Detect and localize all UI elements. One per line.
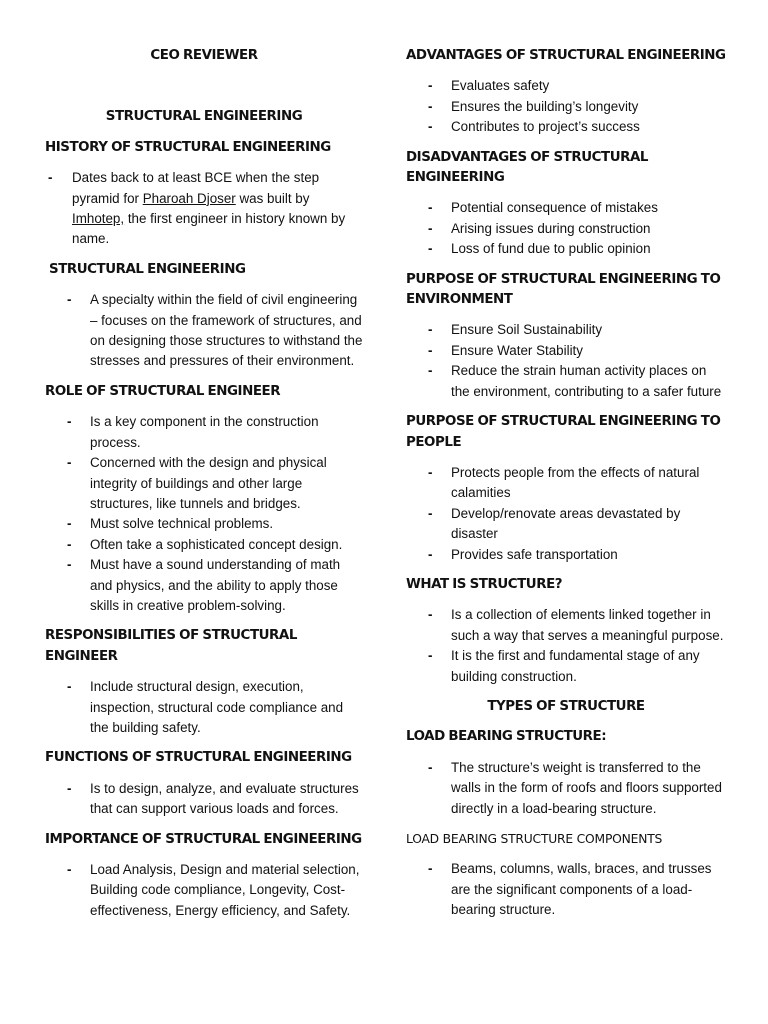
responsibilities-heading: RESPONSIBILITIES OF STRUCTURAL ENGINEER [45,628,297,664]
list-item [406,545,726,565]
bullet-dash: - [428,342,433,358]
role-heading: ROLE OF STRUCTURAL ENGINEER [45,383,281,399]
list-item [406,198,726,218]
bullet-dash: - [428,200,433,216]
bullet-dash: - [67,414,72,430]
list-item-text: It is the first and fundamental stage of any building construction. [451,648,700,684]
bullet-dash: - [67,455,72,471]
bullet-dash: - [428,322,433,338]
list-item [406,463,726,504]
list-item [406,320,726,340]
pharoah-link: Pharoah Djoser [142,190,236,206]
list-item [45,290,363,372]
role-list [45,412,363,616]
people-list [406,463,726,565]
bullet-dash: - [428,220,433,236]
bullet-dash: - [48,170,53,186]
list-item-text: Is a key component in the construction process. [90,414,319,450]
list-item [406,361,726,402]
bullet-dash: - [428,119,433,135]
list-item-text: Develop/renovate areas devastated by disaster [451,505,681,542]
bullet-dash: - [67,536,72,552]
bullet-dash: - [428,546,433,562]
bullet-dash: - [67,516,72,532]
list-item [406,97,726,117]
bullet-dash: - [428,759,433,775]
history-text-b: was built by [235,190,310,206]
list-item-text: Ensure Soil Sustainability [451,322,603,338]
components-heading: LOAD BEARING STRUCTURE COMPONENTS [406,832,663,846]
list-item-text: Beams, columns, walls, braces, and trusses are the significant components of a load-bearing structure. [451,861,712,918]
list-item [45,555,363,616]
people-heading: PURPOSE OF STRUCTURAL ENGINEERING TO PEOPLE [406,414,721,450]
environment-list [406,320,726,402]
bullet-dash: - [67,292,72,308]
list-item [45,779,363,820]
list-item [406,859,726,920]
list-item [406,646,726,687]
list-item-text: Contributes to project’s success [451,119,640,135]
bullet-dash: - [428,241,433,257]
list-item-text: Ensure Water Stability [451,342,583,358]
load-bearing-list [406,758,726,819]
list-item-text: Load Analysis, Design and material selection, Building code compliance, Longevity, Cost-effectiveness, Energy efficiency, and Safety. [90,862,360,918]
history-heading: HISTORY OF STRUCTURAL ENGINEERING [45,139,331,155]
functions-heading: FUNCTIONS OF STRUCTURAL ENGINEERING [45,750,352,766]
list-item [406,504,726,545]
list-item-text: Evaluates safety [451,78,550,94]
bullet-dash: - [428,861,433,877]
list-item-text: The structure’s weight is transferred to the walls in the form of roofs and floors supported directly in a load-bearing structure. [451,759,722,816]
history-text-a: Dates back to at least BCE when the step pyramid for [72,170,320,206]
list-item [406,117,726,137]
list-item-text: Must have a sound understanding of math and physics, and the ability to apply those skills in creative problem-solving. [90,557,341,613]
list-item [406,341,726,361]
history-text-c: the first engineer in history known by name. [72,211,346,247]
disadvantages-list [406,198,726,259]
list-item-text: Potential consequence of mistakes [451,200,658,216]
importance-heading: IMPORTANCE OF STRUCTURAL ENGINEERING [45,831,362,847]
list-item-text: Include structural design, execution, inspection, structural code compliance and the building safety. [90,679,344,735]
bullet-dash: - [67,780,72,796]
list-item-text: Often take a sophisticated concept design. [90,536,343,552]
bullet-dash: - [428,648,433,664]
list-item-text: Is a collection of elements linked together in such a way that serves a meaningful purpose. [451,607,724,643]
structure-list [406,605,726,687]
list-item [45,412,363,453]
list-item-text: A specialty within the field of civil engineering – focuses on the framework of structures, and on designing those structures to withstand the stresses and pressures of their environment. [90,292,363,369]
load-bearing-heading: LOAD BEARING STRUCTURE: [406,729,607,745]
list-item-text: Ensures the building’s longevity [451,98,639,114]
list-item-text: Must solve technical problems. [90,516,274,532]
bullet-dash: - [428,464,433,480]
list-item [406,239,726,259]
bullet-dash: - [428,363,433,379]
bullet-dash: - [67,557,72,573]
components-list [406,859,726,920]
structure-heading: WHAT IS STRUCTURE? [406,576,563,592]
document-subtitle: STRUCTURAL ENGINEERING [105,109,303,125]
bullet-dash: - [428,78,433,94]
list-item [406,219,726,239]
advantages-list [406,76,726,137]
list-item [406,76,726,96]
list-item-text: Is to design, analyze, and evaluate structures that can support various loads and forces. [90,780,359,817]
imhotep-link: Imhotep, [72,211,125,227]
bullet-dash: - [67,679,72,695]
responsibilities-list [45,677,363,738]
structural-list [45,290,363,372]
list-item [45,860,363,921]
list-item [406,758,726,819]
bullet-dash: - [428,505,433,521]
list-item-text: Provides safe transportation [451,546,618,562]
importance-list [45,860,363,921]
document-title: CEO REVIEWER [150,48,258,63]
list-item-text: Reduce the strain human activity places on the environment, contributing to a safer future [451,363,722,399]
list-item [45,453,363,514]
bullet-dash: - [428,607,433,623]
list-item [45,535,363,555]
disadvantages-heading: DISADVANTAGES OF STRUCTURAL ENGINEERING [406,149,648,186]
list-item-text: Concerned with the design and physical integrity of buildings and other large structures, like tunnels and bridges. [90,455,327,511]
right-column [406,45,726,921]
list-item [406,605,726,646]
history-list [45,168,363,250]
bullet-dash: - [67,862,72,877]
structural-heading: STRUCTURAL ENGINEERING [49,261,246,277]
list-item [45,677,363,738]
functions-list [45,779,363,820]
left-column [45,45,363,921]
advantages-heading: ADVANTAGES OF STRUCTURAL ENGINEERING [406,48,726,63]
list-item-text: Arising issues during construction [451,220,651,236]
bullet-dash: - [428,98,433,114]
environment-heading: PURPOSE OF STRUCTURAL ENGINEERING TO ENVIRONMENT [406,271,721,308]
types-heading: TYPES OF STRUCTURE [487,698,645,714]
list-item-text: Protects people from the effects of natural calamities [451,464,700,501]
list-item [45,168,363,250]
list-item-text: Loss of fund due to public opinion [451,241,651,257]
list-item [45,514,363,534]
